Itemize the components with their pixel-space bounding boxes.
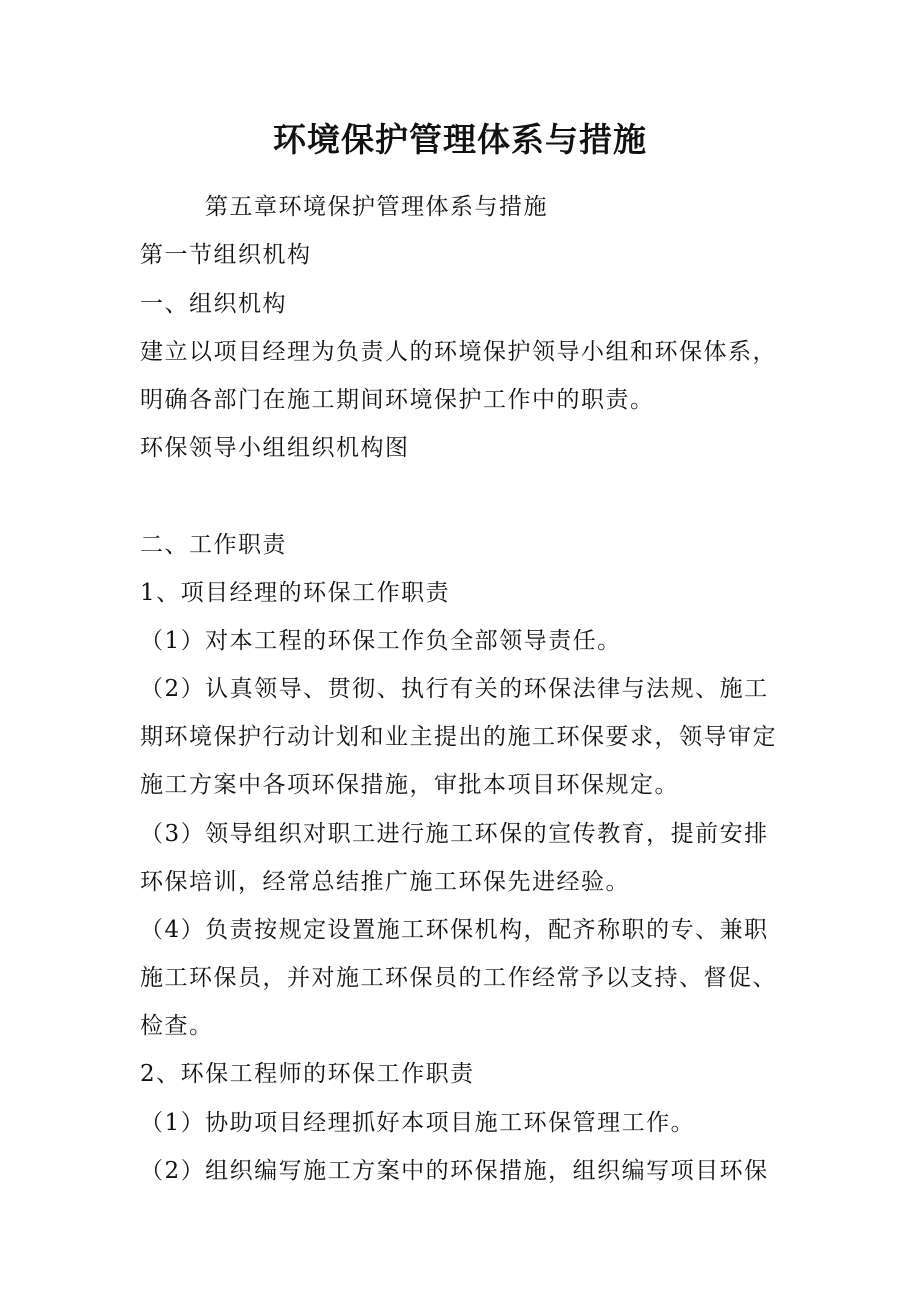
section-heading: 第一节组织机构 <box>140 242 312 268</box>
list-item: （4）负责按规定设置施工环保机构，配齐称职的专、兼职 <box>140 917 769 943</box>
paragraph-line: 施工环保员，并对施工环保员的工作经常予以支持、督促、 <box>140 965 777 991</box>
chapter-heading: 第五章环境保护管理体系与措施 <box>205 194 548 220</box>
list-item: （3）领导组织对职工进行施工环保的宣传教育，提前安排 <box>140 821 769 847</box>
paragraph-line: 检查。 <box>140 1013 214 1039</box>
item-heading: 1、项目经理的环保工作职责 <box>140 580 451 606</box>
list-item: （2）认真领导、贯彻、执行有关的环保法律与法规、施工 <box>140 676 769 702</box>
paragraph-line: 施工方案中各项环保措施，审批本项目环保规定。 <box>140 772 679 798</box>
paragraph-line: 期环境保护行动计划和业主提出的施工环保要求，领导审定 <box>140 724 777 750</box>
list-item: （2）组织编写施工方案中的环保措施，组织编写项目环保 <box>140 1158 769 1184</box>
document-title: 环境保护管理体系与措施 <box>273 120 647 159</box>
subsection-heading: 二、工作职责 <box>140 532 287 558</box>
paragraph-line: 建立以项目经理为负责人的环境保护领导小组和环保体系， <box>140 339 777 365</box>
figure-caption: 环保领导小组组织机构图 <box>140 435 410 461</box>
list-item: （1）对本工程的环保工作负全部领导责任。 <box>140 628 622 654</box>
subsection-heading: 一、组织机构 <box>140 291 287 317</box>
paragraph-line: 明确各部门在施工期间环境保护工作中的职责。 <box>140 387 655 413</box>
paragraph-line: 环保培训，经常总结推广施工环保先进经验。 <box>140 869 630 895</box>
item-heading: 2、环保工程师的环保工作职责 <box>140 1061 475 1087</box>
list-item: （1）协助项目经理抓好本项目施工环保管理工作。 <box>140 1110 696 1136</box>
